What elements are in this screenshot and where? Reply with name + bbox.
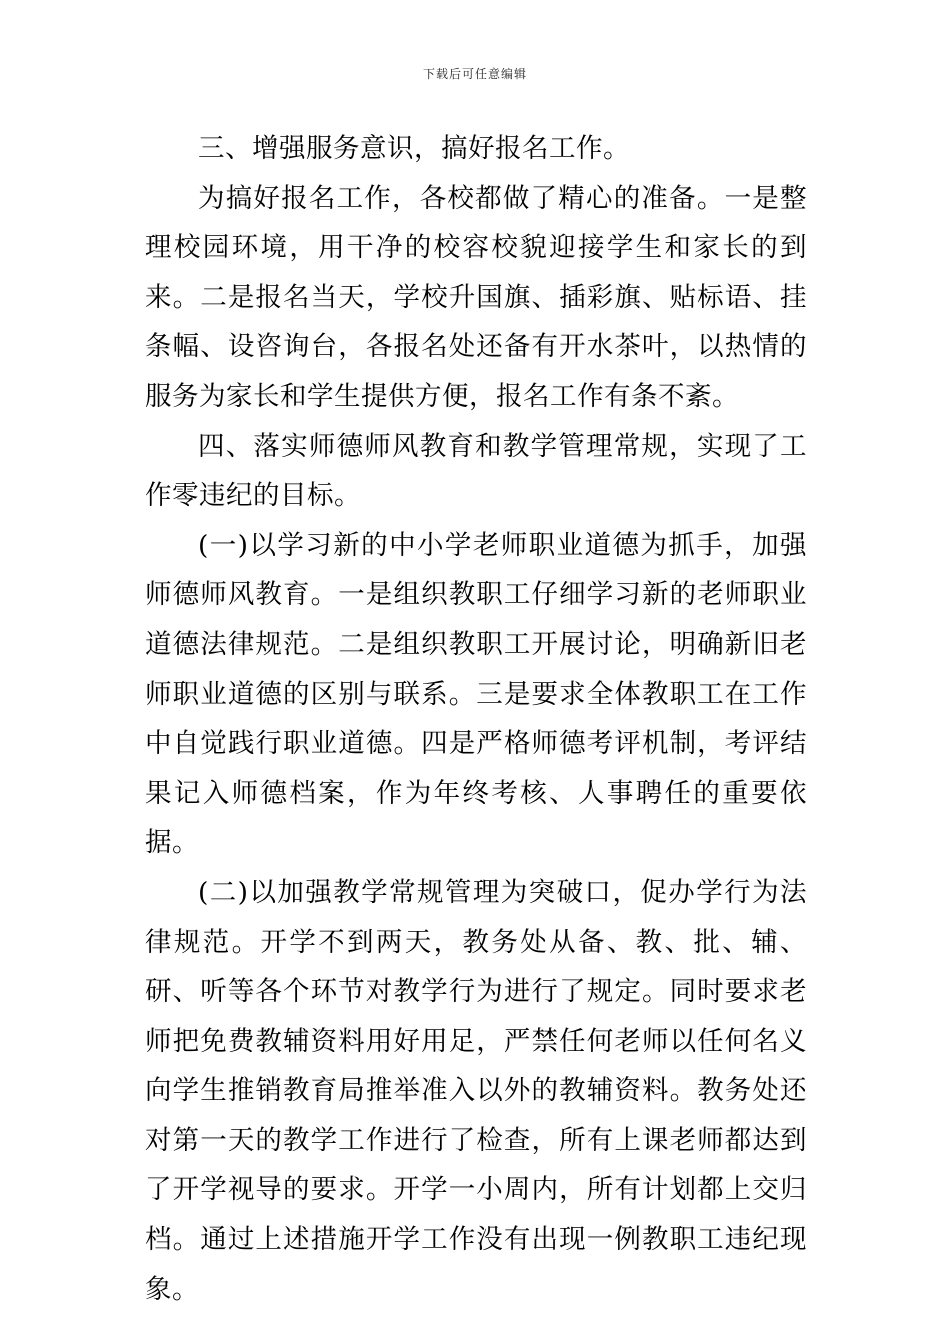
section-heading-3: 三、增强服务意识，搞好报名工作。 xyxy=(198,133,630,164)
body-paragraph: 为搞好报名工作，各校都做了精心的准备。一是整理校园环境，用干净的校容校貌迎接学生和家长的到来。二是报名当天，学校升国旗、插彩旗、贴标语、挂条幅、设咨询台，各报名处还备有开水茶叶，以热情的服务为家长和学生提供方便，报名工作有条不紊。 xyxy=(145,182,807,412)
document-body xyxy=(145,124,807,1314)
body-paragraph: (二)以加强教学常规管理为突破口，促办学行为法律规范。开学不到两天，教务处从备、教、批、辅、研、听等各个环节对教学行为进行了规定。同时要求老师把免费教辅资料用好用足，严禁任何老师以任何名义向学生推销教育局推举准入以外的教辅资料。教务处还对第一天的教学工作进行了检查，所有上课老师都达到了开学视导的要求。开学一小周内，所有计划都上交归档。通过上述措施开学工作没有出现一例教职工违纪现象。 xyxy=(145,876,807,1305)
section-heading-4: 四、落实师德师风教育和教学管理常规，实现了工作零违纪的目标。 xyxy=(145,430,807,512)
body-paragraph: (一)以学习新的中小学老师职业道德为抓手，加强师德师风教育。一是组织教职工仔细学习新的老师职业道德法律规范。二是组织教职工开展讨论，明确新旧老师职业道德的区别与联系。三是要求全体教职工在工作中自觉践行职业道德。四是严格师德考评机制，考评结果记入师德档案，作为年终考核、人事聘任的重要依据。 xyxy=(145,529,807,859)
page-header-note: 下载后可任意编辑 xyxy=(422,67,527,81)
